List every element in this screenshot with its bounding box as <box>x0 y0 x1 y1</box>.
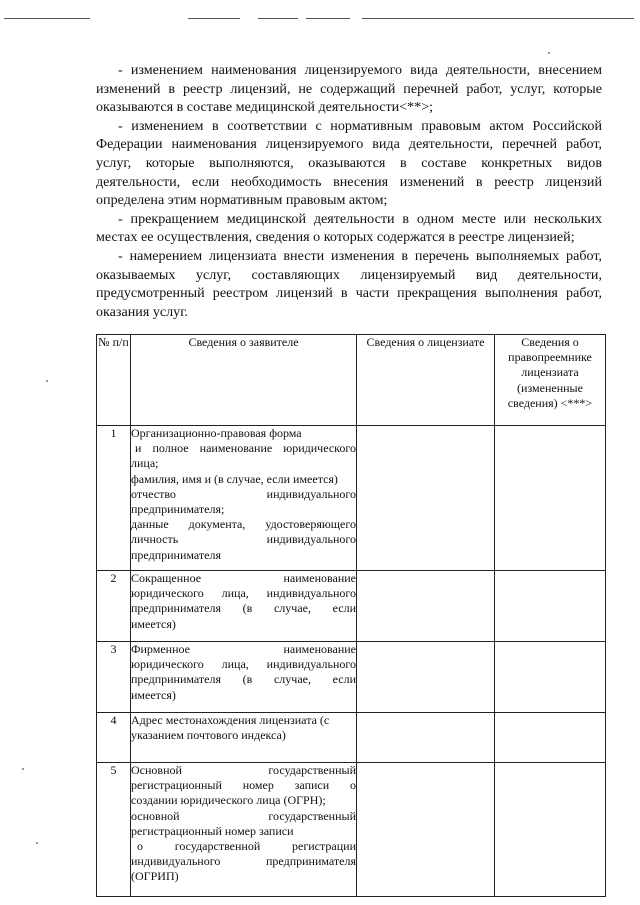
intro-paragraph: - изменением наименования лицензируемого вида деятельности, внесением изменений в реестр лицензий, не содержащий перечней работ, услуг, которые оказываются в составе медицинской деятельности<**>; <box>96 62 602 116</box>
row-line: имеется) <box>131 687 176 702</box>
row-line: индивидуального предпринимателя <box>131 854 356 869</box>
table-row <box>97 426 606 571</box>
row-description <box>131 426 357 571</box>
header-num: № п/п <box>97 335 131 426</box>
row-number: 1 <box>97 426 131 571</box>
row-description <box>131 642 357 713</box>
header-rule <box>258 18 298 19</box>
intro-paragraph: - намерением лицензиата внести изменения в перечень выполняемых работ, оказываемых услуг, составляющих лицензируемый вид деятельности, предусмотренный реестром лицензий в части прекращения выполнения работ, оказания услуг. <box>96 247 602 320</box>
applicant-info-table <box>96 334 606 897</box>
licensee-cell[interactable] <box>357 642 495 713</box>
row-line: создании юридического лица (ОГРН); <box>131 793 326 808</box>
row-number: 2 <box>97 571 131 642</box>
row-description <box>131 763 357 897</box>
row-line: Организационно-правовая форма <box>131 426 302 440</box>
scan-speck <box>46 380 48 382</box>
intro-paragraph: - прекращением медицинской деятельности в одном месте или нескольких местах ее осуществления, сведения о которых содержатся в реестре лицензией; <box>96 210 602 246</box>
row-line: отчество индивидуального <box>131 486 356 501</box>
scan-speck <box>36 842 38 844</box>
header-licensee: Сведения о лицензиате <box>357 335 495 426</box>
row-number: 3 <box>97 642 131 713</box>
row-line: Фирменное наименование <box>131 642 356 656</box>
header-rule <box>362 18 634 19</box>
successor-cell[interactable] <box>495 571 606 642</box>
successor-cell[interactable] <box>495 713 606 763</box>
licensee-cell[interactable] <box>357 426 495 571</box>
header-rule <box>188 18 240 19</box>
row-line: имеется) <box>131 616 176 631</box>
successor-cell[interactable] <box>495 642 606 713</box>
row-line: о государственной регистрации <box>137 839 356 854</box>
row-line: фамилия, имя и (в случае, если имеется) <box>131 471 338 486</box>
row-line: регистрационный номер записи о <box>131 778 356 793</box>
row-line: указанием почтового индекса) <box>131 728 286 743</box>
row-description <box>131 571 357 642</box>
row-line: предпринимателя (в случае, если <box>131 672 356 687</box>
header-successor: Сведения о правопреемнике лицензиата (измененные сведения) <***> <box>495 335 606 426</box>
row-line: основной государственный <box>131 808 356 823</box>
row-line: юридического лица, индивидуального <box>131 657 356 672</box>
scan-speck <box>548 52 550 54</box>
row-description <box>131 713 357 763</box>
table-row <box>97 571 606 642</box>
table-header-row <box>97 335 606 426</box>
licensee-cell[interactable] <box>357 763 495 897</box>
row-line: регистрационный номер записи <box>131 823 294 838</box>
row-line: Основной государственный <box>131 763 356 777</box>
licensee-cell[interactable] <box>357 571 495 642</box>
scan-speck <box>22 768 24 770</box>
successor-cell[interactable] <box>495 426 606 571</box>
row-line: и полное наименование юридического <box>135 441 356 456</box>
header-rule <box>306 18 350 19</box>
row-line: данные документа, удостоверяющего <box>131 517 356 532</box>
row-line: предпринимателя <box>131 547 221 562</box>
row-line: Адрес местонахождения лицензиата (с <box>131 713 330 727</box>
header-applicant: Сведения о заявителе <box>131 335 357 426</box>
row-number: 4 <box>97 713 131 763</box>
table-row <box>97 763 606 897</box>
row-line: лица; <box>131 456 159 471</box>
row-line: Сокращенное наименование <box>131 571 356 585</box>
row-line: предпринимателя (в случае, если <box>131 601 356 616</box>
licensee-cell[interactable] <box>357 713 495 763</box>
row-line: (ОГРИП) <box>131 869 179 884</box>
table-row <box>97 642 606 713</box>
intro-text <box>96 61 602 321</box>
intro-paragraph: - изменением в соответствии с нормативным правовым актом Российской Федерации наименования лицензируемого вида деятельности, перечней работ, услуг, которые выполняются, оказываются в составе конкретных видов деятельности, если необходимость внесения изменений в реестр лицензий определена этим нормативным правовым актом; <box>96 117 602 209</box>
row-line: юридического лица, индивидуального <box>131 586 356 601</box>
row-line: предпринимателя; <box>131 502 225 517</box>
successor-cell[interactable] <box>495 763 606 897</box>
header-rule <box>4 18 90 19</box>
row-line: личность индивидуального <box>131 532 356 547</box>
table-row <box>97 713 606 763</box>
row-number: 5 <box>97 763 131 897</box>
